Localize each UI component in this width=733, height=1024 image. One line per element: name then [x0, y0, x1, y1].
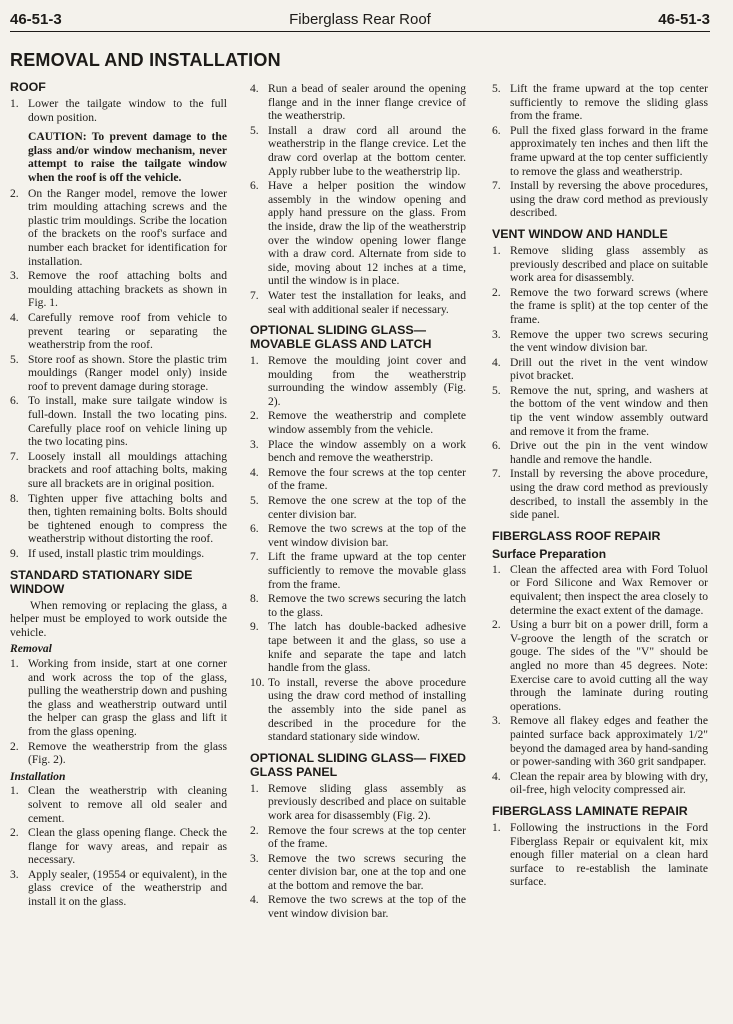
intro-paragraph: When removing or replacing the glass, a helper must be employed to work outside the vehicle. [10, 598, 227, 639]
removal-label: Removal [10, 642, 52, 656]
list-item: 8. Tighten upper five attaching bolts and then, tighten remaining bolts. Bolts should be tightened enough to compress the weatherstrip without distorting the roof. [10, 491, 227, 546]
list-item: 3. Apply sealer, (19554 or equivalent), in the glass crevice of the weatherstrip and install it on the glass. [10, 867, 227, 909]
list-item: 9. If used, install plastic trim mouldings. [10, 547, 205, 560]
list-item: 2. Clean the glass opening flange. Check the flange for wavy areas, and repair as necessary. [10, 826, 227, 867]
list-item: 2. Remove the four screws at the top center of the frame. [250, 823, 466, 851]
list-item: 4. Remove the two screws at the top of the vent window division bar. [250, 893, 466, 921]
list-item: 2. Remove the weatherstrip and complete window assembly from the vehicle. [250, 409, 466, 437]
page-number-right: 46-51-3 [658, 11, 710, 28]
list-item: 4. Carefully remove roof from vehicle to prevent tearing or separating the weatherstrip from the roof. [10, 310, 227, 352]
list-item: 3. Remove the two screws securing the center division bar, one at the top and one at the bottom and remove the bar. [250, 851, 466, 892]
list-item: 4. Drill out the rivet in the vent window pivot bracket. [492, 355, 708, 383]
list-item: 7. Lift the frame upward at the top center sufficiently to remove the movable glass from the frame. [250, 550, 466, 591]
list-item: 5. Install a draw cord all around the weatherstrip in the flange crevice. Let the draw cord overlap at the bottom center. Apply rubber lube to the weatherstrip lip. [250, 123, 466, 178]
list-item: 2. Using a burr bit on a power drill, form a V-groove the length of the scratch or gouge. The sides of the "V" should be angled no more than 45 degrees. Note: Exercise care to avoid cutting all the way through the laminate during routing operations. [492, 618, 708, 713]
list-item: 3. Place the window assembly on a work bench and remove the weatherstrip. [250, 437, 466, 465]
list-item: 1. Clean the weatherstrip with cleaning solvent to remove all old sealer and cement. [10, 784, 227, 825]
list-item: 6. Drive out the pin in the vent window handle and remove the handle. [492, 439, 708, 466]
list-item: 4. Remove the four screws at the top center of the frame. [250, 465, 466, 493]
list-item: 3. Remove the upper two screws securing the vent window division bar. [492, 327, 708, 355]
list-item: 5. Remove the one screw at the top of the center division bar. [250, 494, 466, 521]
list-item: 5. Remove the nut, spring, and washers at the bottom of the vent window and then tip the vent window assembly outward and remove it from the frame. [492, 383, 708, 438]
list-item: 2. Remove the two forward screws (where the frame is split) at the top center of the frame. [492, 285, 708, 326]
list-item: 10. To install, reverse the above procedure using the draw cord method of installing the assembly into the side panel as described in the procedure for the standard stationary side window. [250, 675, 466, 744]
list-item: 1. Remove the moulding joint cover and moulding from the weatherstrip surrounding the window assembly (Fig. 2). [250, 354, 466, 408]
list-item: 4. Run a bead of sealer around the opening flange and in the inner flange crevice of the weatherstrip. [250, 82, 466, 123]
list-item: 1. Following the instructions in the Ford Fiberglass Repair or equivalent kit, mix enough filler material on a clean hard surface to re-establish the laminate surface. [492, 820, 708, 889]
list-item: 3. Remove the roof attaching bolts and moulding attaching brackets as shown in Fig. 1. [10, 269, 227, 310]
list-item: 7. Water test the installation for leaks, and seal with additional sealer if necessary. [250, 288, 466, 316]
list-item: 7. Install by reversing the above procedures, using the draw cord method as previously described. [492, 179, 708, 220]
installation-label: Installation [10, 769, 66, 783]
heading-fixed-glass: OPTIONAL SLIDING GLASS— FIXED GLASS PANEL [250, 750, 466, 779]
subheading-surface-preparation: Surface Preparation [492, 546, 607, 561]
caution-note: CAUTION: To prevent damage to the glass and/or window mechanism, never attempt to raise the tailgate window when the roof is off the vehicle. [28, 130, 227, 184]
list-item: 5. Store roof as shown. Store the plastic trim mouldings (Ranger model only) inside roof to prevent damage during storage. [10, 352, 227, 393]
heading-standard-side-window: STANDARD STATIONARY SIDE WINDOW [10, 567, 193, 596]
list-item: 7. Loosely install all mouldings attaching brackets and roof attaching bolts, making sure all brackets are in original position. [10, 449, 227, 491]
list-item: 6. Remove the two screws at the top of the vent window division bar. [250, 522, 466, 549]
column-3 [492, 82, 708, 890]
list-item: 4. Clean the repair area by blowing with dry, oil-free, high velocity compressed air. [492, 769, 708, 797]
list-item: 6. Have a helper position the window assembly in the window opening and apply hand pressure on the glass. From the inside, draw the lip of the weatherstrip over the window opening lower flange with a draw cord. Alternate from side to side, moving about 12 inches at a time, until the window is in place. [250, 179, 466, 288]
list-item: 1. Working from inside, start at one corner and work across the top of the glass, pulling the weatherstrip down and pushing the glass and weatherstrip outward until the helper can grasp the glass and lift it from the glass opening. [10, 656, 227, 738]
page-title: REMOVAL AND INSTALLATION [10, 50, 281, 70]
list-item: 7. Install by reversing the above procedure, using the draw cord method as previously described, to install the assembly in the side panel. [492, 467, 708, 522]
list-item: 6. Pull the fixed glass forward in the frame approximately ten inches and then lift the frame upward at the top center sufficiently to remove the glass and weatherstrip. [492, 123, 708, 178]
heading-movable-glass: OPTIONAL SLIDING GLASS— MOVABLE GLASS AND LATCH [250, 323, 432, 352]
list-item: 1. Clean the affected area with Ford Toluol or Ford Silicone and Wax Remover or equivalent; then inspect the area closely to determine the exact extent of the damage. [492, 562, 708, 617]
list-item: 1. Remove sliding glass assembly as previously described and place on suitable work area for disassembly (Fig. 2). [250, 781, 466, 822]
list-item: 8. Remove the two screws securing the latch to the glass. [250, 592, 466, 619]
column-1 [10, 80, 227, 910]
heading-roof-repair: FIBERGLASS ROOF REPAIR [492, 528, 661, 543]
heading-roof: ROOF [10, 80, 46, 94]
page-number-left: 46-51-3 [10, 11, 62, 28]
heading-vent-window: VENT WINDOW AND HANDLE [492, 226, 668, 241]
column-2 [250, 82, 466, 922]
heading-laminate-repair: FIBERGLASS LAMINATE REPAIR [492, 803, 688, 818]
list-item: 9. The latch has double-backed adhesive tape between it and the glass, so use a knife and separate the tape and latch handle from the glass. [250, 620, 466, 675]
list-item: 1. Remove sliding glass assembly as previously described and place on suitable work area for disassembly. [492, 243, 708, 285]
section-title: Fiberglass Rear Roof [289, 11, 431, 28]
list-item: 5. Lift the frame upward at the top center sufficiently to remove the sliding glass from the frame. [492, 82, 708, 123]
page-header [10, 4, 710, 32]
list-item: 2. On the Ranger model, remove the lower trim moulding attaching screws and the plastic trim mouldings. Scribe the location of the brackets on the roof's surface and number each bracket for identification for installation. [10, 186, 227, 268]
list-item: 6. To install, make sure tailgate window is full-down. Install the two locating pins. Carefully place roof on vehicle lining up the two locating pins. [10, 394, 227, 449]
list-item: 2. Remove the weatherstrip from the glass (Fig. 2). [10, 739, 227, 767]
list-item: 1. Lower the tailgate window to the full down position. [10, 97, 227, 124]
list-item: 3. Remove all flakey edges and feather the painted surface back approximately 1/2" beyond the damaged area by hand-sanding or power-sanding with 360 grit sandpaper. [492, 714, 708, 769]
